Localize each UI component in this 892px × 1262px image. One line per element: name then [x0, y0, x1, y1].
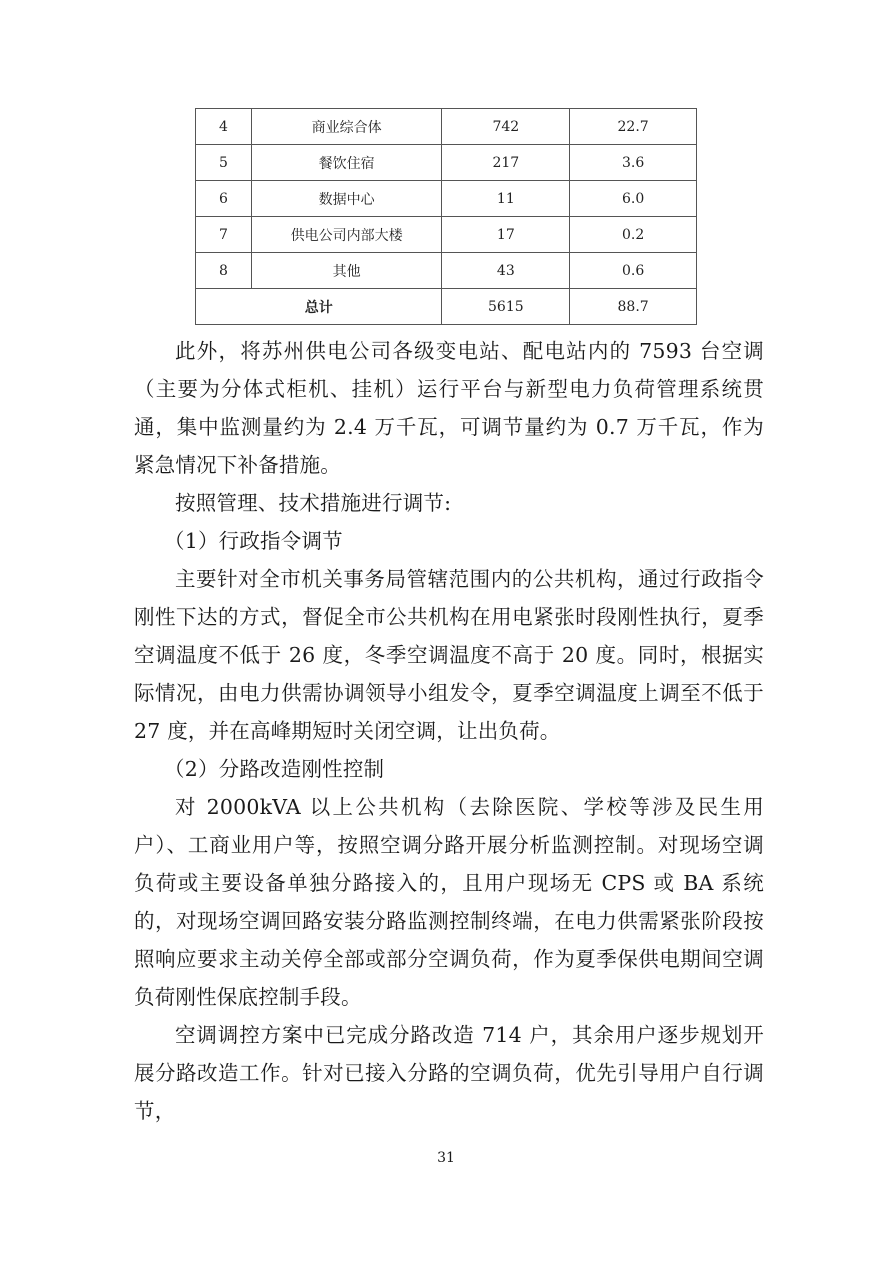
section-heading-circuit-control: （2）分路改造刚性控制 [164, 757, 385, 781]
table-row [196, 253, 697, 289]
table-total-row [196, 289, 697, 325]
paragraph-administrative-control: 主要针对全市机关事务局管辖范围内的公共机构，通过行政指令刚性下达的方式，督促全市公共机构在用电紧张时段刚性执行，夏季空调温度不低于 26 度，冬季空调温度不高于 20 度。同时，根据实际情况，由电力供需协调领导小组发令，夏季空调温度上调至不低于 27 度，并在高峰期短时关闭空调，让出负荷。 [134, 567, 764, 743]
total-label: 总计 [196, 289, 442, 325]
row-load: 22.7 [570, 109, 697, 145]
row-number: 7 [196, 217, 252, 253]
paragraph-substation-ac: 此外，将苏州供电公司各级变电站、配电站内的 7593 台空调（主要为分体式柜机、挂机）运行平台与新型电力负荷管理系统贯通，集中监测量约为 2.4 万千瓦，可调节量约为 0.7 万千瓦，作为紧急情况下补备措施。 [134, 339, 764, 477]
air-conditioning-load-table [195, 108, 697, 325]
row-load: 6.0 [570, 181, 697, 217]
total-load: 88.7 [570, 289, 697, 325]
total-count: 5615 [442, 289, 570, 325]
row-category: 其他 [251, 253, 442, 289]
row-count: 742 [442, 109, 570, 145]
table-row [196, 181, 697, 217]
row-number: 5 [196, 145, 252, 181]
page-number: 31 [437, 1150, 455, 1166]
row-category: 供电公司内部大楼 [251, 217, 442, 253]
row-number: 6 [196, 181, 252, 217]
paragraph-circuit-progress: 空调调控方案中已完成分路改造 714 户，其余用户逐步规划开展分路改造工作。针对已接入分路的空调负荷，优先引导用户自行调节， [134, 1023, 764, 1123]
row-category: 数据中心 [251, 181, 442, 217]
table-row [196, 109, 697, 145]
table-row [196, 217, 697, 253]
row-category: 餐饮住宿 [251, 145, 442, 181]
table-row [196, 145, 697, 181]
row-category: 商业综合体 [251, 109, 442, 145]
row-load: 0.2 [570, 217, 697, 253]
row-load: 0.6 [570, 253, 697, 289]
row-number: 8 [196, 253, 252, 289]
section-heading-administrative: （1）行政指令调节 [164, 529, 343, 553]
paragraph-adjustment-methods: 按照管理、技术措施进行调节: [175, 491, 452, 515]
row-count: 43 [442, 253, 570, 289]
row-number: 4 [196, 109, 252, 145]
row-count: 217 [442, 145, 570, 181]
paragraph-circuit-control: 对 2000kVA 以上公共机构（去除医院、学校等涉及民生用户）、工商业用户等，按照空调分路开展分析监测控制。对现场空调负荷或主要设备单独分路接入的，且用户现场无 CPS 或 BA 系统的，对现场空调回路安装分路监测控制终端，在电力供需紧张阶段按照响应要求主动关停全部或部分空调负荷，作为夏季保供电期间空调负荷刚性保底控制手段。 [134, 795, 764, 1009]
row-load: 3.6 [570, 145, 697, 181]
row-count: 11 [442, 181, 570, 217]
row-count: 17 [442, 217, 570, 253]
